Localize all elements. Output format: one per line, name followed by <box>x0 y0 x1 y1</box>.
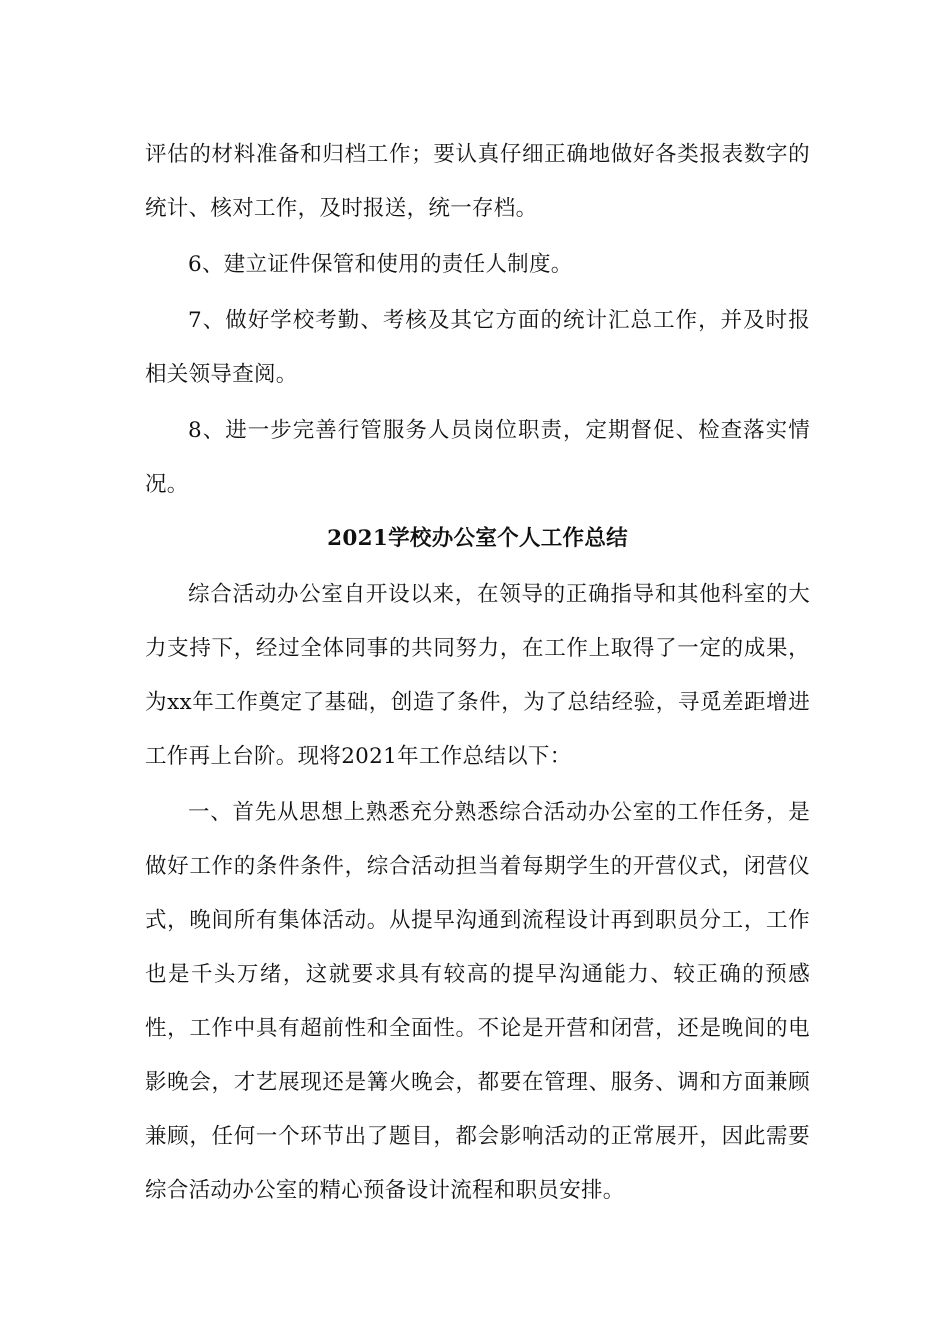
paragraph-point-1: 一、首先从思想上熟悉充分熟悉综合活动办公室的工作任务，是做好工作的条件条件，综合活动担当着每期学生的开营仪式，闭营仪式，晚间所有集体活动。从提早沟通到流程设计再到职员分工，工作也是千头万绪，这就要求具有较高的提早沟通能力、较正确的预感性，工作中具有超前性和全面性。不论是开营和闭营，还是晚间的电影晚会，才艺展现还是篝火晚会，都要在管理、服务、调和方面兼顾兼顾，任何一个环节出了题目，都会影响活动的正常展开，因此需要综合活动办公室的精心预备设计流程和职员安排。 <box>145 800 810 1203</box>
section-title: 2021学校办公室个人工作总结 <box>327 526 628 551</box>
document-page <box>145 128 810 1218</box>
paragraph-item-6: 6、建立证件保管和使用的责任人制度。 <box>188 252 573 277</box>
paragraph-intro: 综合活动办公室自开设以来，在领导的正确指导和其他科室的大力支持下，经过全体同事的共同努力，在工作上取得了一定的成果，为xx年工作奠定了基础，创造了条件，为了总结经验，寻觅差距增进工作再上台阶。现将2021年工作总结以下： <box>145 582 810 769</box>
paragraph-continuation: 评估的材料准备和归档工作；要认真仔细正确地做好各类报表数字的统计、核对工作，及时报送，统一存档。 <box>145 142 810 221</box>
paragraph-item-7: 7、做好学校考勤、考核及其它方面的统计汇总工作，并及时报相关领导查阅。 <box>145 308 810 387</box>
paragraph-item-8: 8、进一步完善行管服务人员岗位职责，定期督促、检查落实情况。 <box>145 418 810 497</box>
